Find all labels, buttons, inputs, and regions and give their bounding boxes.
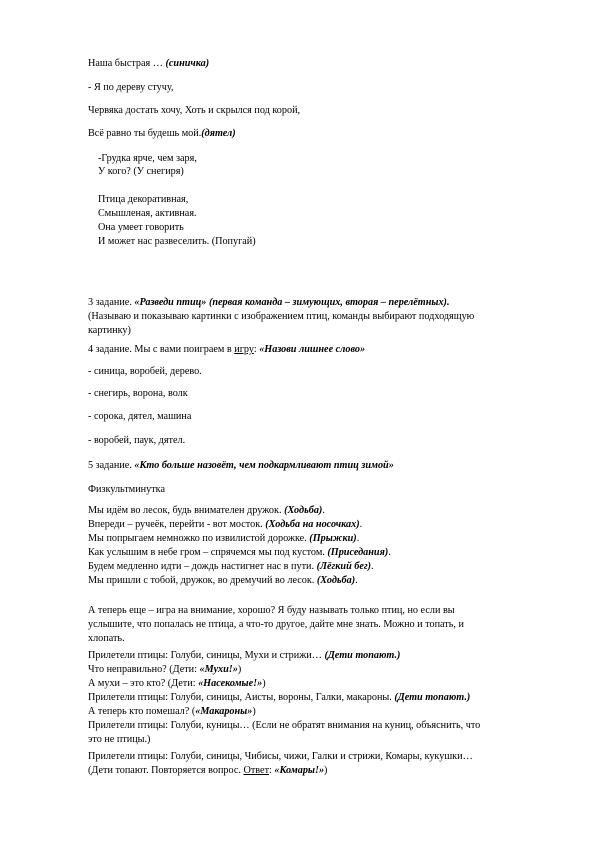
task-3-prefix: 3 задание. xyxy=(88,297,135,308)
fizkult-action: (Приседания) xyxy=(327,547,389,558)
game-line-em: «Насекомые!» xyxy=(198,678,263,689)
task-3-line-2: (Называю и показываю картинки с изображением птиц, команды выбирают подходящую xyxy=(88,311,475,322)
fizkult-line-text: Как услышим в небе гром – спрячемся мы под кустом. xyxy=(88,547,328,558)
fizkult-line-tail: . xyxy=(359,519,363,530)
game-line-tail: ) xyxy=(324,765,328,776)
fizkult-line xyxy=(88,575,358,587)
answer-link[interactable]: Ответ xyxy=(243,765,270,776)
riddle-2-line-3-text: Всё равно ты будешь мой. xyxy=(88,128,202,139)
riddle-2-line-2: Червяка достать хочу, Хоть и скрылся под корой, xyxy=(88,105,301,116)
fizkult-line-text: Мы идём во лесок, будь внимателен дружок. xyxy=(88,505,285,516)
fizkult-line xyxy=(88,561,374,573)
fizkult-action: (Ходьба) xyxy=(284,505,323,516)
fizkult-line xyxy=(88,519,362,531)
fizkult-line-text: Будем медленно идти – дождь настигнет нас в пути. xyxy=(88,561,317,572)
game-line-text: Прилетели птицы: Голуби, синицы, Аисты, вороны, Галки, макароны. xyxy=(88,692,395,703)
riddle-1-answer: (синичка) xyxy=(165,58,210,69)
game-line-tail: ) xyxy=(252,706,256,717)
game-intro-line-1: А теперь еще – игра на внимание, хорошо? Я буду называть только птиц, но если вы xyxy=(88,605,455,616)
game-link[interactable]: игру xyxy=(234,344,254,355)
fizkult-line xyxy=(88,547,391,559)
riddle-4-line-4: И может нас развеселить. (Попугай) xyxy=(98,236,256,247)
riddle-2-line-3 xyxy=(88,128,236,140)
fizkult-line-tail: . xyxy=(322,505,325,516)
fizkult-action: (Прыжки) xyxy=(309,533,357,544)
task-3-title: «Разведи птиц» (первая команда – зимующих, вторая – перелётных). xyxy=(134,297,450,308)
game-line xyxy=(88,678,266,690)
fizkult-line-tail: . xyxy=(388,547,391,558)
task-5-title: «Кто больше назовёт, чем подкармливают птиц зимой» xyxy=(134,460,394,471)
riddle-3-line-1: -Грудка ярче, чем заря, xyxy=(98,153,197,164)
fizkult-line xyxy=(88,533,359,545)
riddle-2-line-1: - Я по дереву стучу, xyxy=(88,82,174,93)
game-line xyxy=(88,706,256,718)
game-line xyxy=(88,692,470,704)
task-4-title: «Назови лишнее слово» xyxy=(259,344,366,355)
riddle-3-line-2: У кого? (У снегиря) xyxy=(98,166,184,177)
game-line xyxy=(88,720,480,732)
riddle-4-line-1: Птица декоративная, xyxy=(98,194,189,205)
game-line xyxy=(88,765,327,777)
game-line-text: Что неправильно? (Дети: xyxy=(88,664,200,675)
riddle-2-answer: (дятел) xyxy=(201,128,236,139)
game-line-text: Прилетели птицы: Голуби, синицы, Мухи и стрижи… xyxy=(88,650,325,661)
task-3-line-3: картинку) xyxy=(88,325,131,336)
game-line-em: «Макароны» xyxy=(195,706,253,717)
odd-word-item: - воробей, паук, дятел. xyxy=(88,435,186,446)
fizkult-line-tail: . xyxy=(371,561,374,572)
fizkult-line-text: Мы пришли с тобой, дружок, во дремучий во лесок. xyxy=(88,575,317,586)
task-5-heading xyxy=(88,460,394,472)
fizkult-line-tail: . xyxy=(356,533,360,544)
riddle-1-text: Наша быстрая … xyxy=(88,58,166,69)
game-line xyxy=(88,650,400,662)
game-line-rest: (Если не обратят внимания на куниц, объяснить, что xyxy=(252,720,481,731)
riddle-1 xyxy=(88,58,209,70)
fizkult-line-text: Впереди – ручеёк, перейти - вот мосток. xyxy=(88,519,266,530)
riddle-4-line-2: Смышленая, активная. xyxy=(98,208,197,219)
fizkult-action: (Ходьба на носочках) xyxy=(265,519,360,530)
odd-word-item: - сорока, дятел, машина xyxy=(88,411,192,422)
fizkult-line-tail: . xyxy=(355,575,358,586)
game-intro-line-2: услышите, что попалась не птица, а что-то другое, дайте мне знать. Можно и топать, и xyxy=(88,619,464,630)
task-5-prefix: 5 задание. xyxy=(88,460,135,471)
game-line-em: (Дети топают.) xyxy=(394,692,471,703)
odd-word-item: - снегирь, ворона, волк xyxy=(88,388,188,399)
game-line-em: «Мухи!» xyxy=(199,664,238,675)
fizkult-action: (Лёгкий бег) xyxy=(316,561,372,572)
game-line-tail: ) xyxy=(237,664,242,675)
game-line-em: «Комары!» xyxy=(274,765,325,776)
task-4-heading xyxy=(88,344,365,356)
fizkult-line xyxy=(88,505,325,517)
game-line-em: (Дети топают.) xyxy=(324,650,401,661)
odd-word-item: - синица, воробей, дерево. xyxy=(88,366,202,377)
task-4-prefix: 4 задание. Мы с вами поиграем в xyxy=(88,344,235,355)
task-4-colon: : xyxy=(253,344,260,355)
task-3-heading xyxy=(88,297,450,309)
fizkult-heading: Физкультминутка xyxy=(88,484,165,495)
game-line: Прилетели птицы: Голуби, синицы, Чибисы, чижи, Галки и стрижи, Комары, кукушки… xyxy=(88,751,473,762)
game-line-colon: : xyxy=(269,765,275,776)
game-intro-line-3: хлопать. xyxy=(88,633,125,644)
game-line-text: А мухи – это кто? (Дети: xyxy=(88,678,199,689)
game-line-text: (Дети топают. Повторяется вопрос. xyxy=(88,765,244,776)
game-line-text: Прилетели птицы: Голуби, куницы… xyxy=(88,720,253,731)
fizkult-action: (Ходьба) xyxy=(316,575,356,586)
riddle-4-line-3: Она умеет говорить xyxy=(98,222,184,233)
game-line: это не птицы.) xyxy=(88,734,151,745)
game-line-text: А теперь кто помешал? ( xyxy=(88,706,196,717)
fizkult-line-text: Мы попрыгаем немножко по извилистой дорожке. xyxy=(88,533,310,544)
game-line-tail: ) xyxy=(262,678,266,689)
game-line xyxy=(88,664,241,676)
